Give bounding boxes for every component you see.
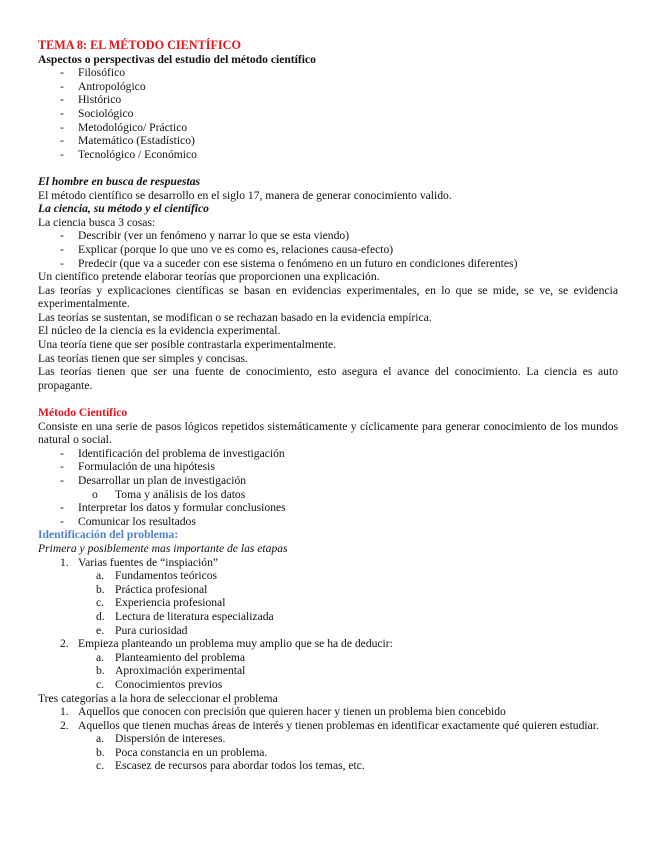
list-marker: - <box>60 460 64 474</box>
paragraph: Las teorías tienen que ser una fuente de conocimiento, esto asegura el avance del conocimiento. La ciencia es auto propagante. <box>38 365 618 392</box>
list-item-text: Empieza planteando un problema muy amplio que se ha de deducir: <box>78 637 393 651</box>
list-marker: b. <box>96 582 105 596</box>
list-marker: c. <box>96 677 105 691</box>
bullet-item <box>38 93 618 107</box>
lettered-item <box>38 624 618 638</box>
paragraph: El núcleo de la ciencia es la evidencia experimental. <box>38 324 281 338</box>
list-item-text: Práctica profesional <box>115 582 208 596</box>
list-marker: o <box>92 487 98 501</box>
list-item-text: Matemático (Estadístico) <box>78 134 195 148</box>
lettered-item <box>38 596 618 610</box>
list-marker: a. <box>96 569 105 583</box>
lettered-item <box>38 583 618 597</box>
list-marker: 1. <box>60 705 69 719</box>
list-item-text: Aquellos que conocen con precisión que quieren hacer y tienen un problema bien concebido <box>78 705 506 719</box>
lettered-item <box>38 759 618 773</box>
list-item-text: Experiencia profesional <box>115 596 226 610</box>
bullet-item <box>38 243 618 257</box>
list-item-text: Planteamiento del problema <box>115 650 246 664</box>
list-item-text: Fundamentos teóricos <box>115 569 218 583</box>
lettered-item <box>38 651 618 665</box>
numbered-item <box>38 637 618 651</box>
subtitle: Primera y posiblemente mas importante de las etapas <box>38 541 288 555</box>
list-marker: - <box>60 229 64 243</box>
bullet-item <box>38 460 618 474</box>
list-item-text: Describir (ver un fenómeno y narrar lo que se esta viendo) <box>78 229 350 243</box>
list-item-text: Pura curiosidad <box>115 623 188 637</box>
document-page <box>38 39 618 773</box>
list-marker: 1. <box>60 555 69 569</box>
list-marker: - <box>60 120 64 134</box>
list-item-text: Comunicar los resultados <box>78 514 196 528</box>
bullet-item <box>38 121 618 135</box>
list-item-text: Filosófico <box>78 66 126 80</box>
list-item-text: Aquellos que tienen muchas áreas de interés y tienen problemas en identificar exactamente qué quieren estudiar. <box>78 718 599 732</box>
list-item-text: Antropológico <box>78 79 146 93</box>
list-item-text: Metodológico/ Práctico <box>78 120 188 134</box>
paragraph: Tres categorías a la hora de seleccionar el problema <box>38 691 278 705</box>
bullet-item <box>38 148 618 162</box>
bullet-item <box>38 80 618 94</box>
list-item-text: Aproximación experimental <box>115 664 246 678</box>
lettered-item <box>38 678 618 692</box>
bullet-item <box>38 501 618 515</box>
list-marker: - <box>60 134 64 148</box>
list-marker: a. <box>96 732 105 746</box>
lettered-item <box>38 746 618 760</box>
list-item-text: Tecnológico / Económico <box>78 147 197 161</box>
list-item-text: Desarrollar un plan de investigación <box>78 474 247 487</box>
list-item-text: Histórico <box>78 93 122 107</box>
list-marker: d. <box>96 609 105 623</box>
bullet-item <box>38 515 618 529</box>
bullet-item <box>38 134 618 148</box>
bullet-item <box>38 257 618 271</box>
list-marker: - <box>60 514 64 528</box>
list-marker: b. <box>96 745 105 759</box>
list-marker: c. <box>96 596 105 610</box>
bullet-item <box>38 229 618 243</box>
subsection-heading: El hombre en busca de respuestas <box>38 174 201 188</box>
list-marker: - <box>60 79 64 93</box>
lettered-item <box>38 569 618 583</box>
paragraph: Las teorías tienen que ser simples y concisas. <box>38 351 248 365</box>
numbered-item <box>38 705 618 719</box>
subsection-heading: La ciencia, su método y el científico <box>38 202 209 216</box>
list-item-text: Varias fuentes de “inspiación” <box>78 555 219 569</box>
numbered-item <box>38 719 618 733</box>
blank-line <box>38 392 618 406</box>
list-marker: - <box>60 242 64 256</box>
list-item-text: Predecir (que va a suceder con ese sistema o fenómeno en un futuro en condiciones diferentes) <box>78 256 518 270</box>
paragraph: La ciencia busca 3 cosas: <box>38 215 156 229</box>
list-item-text: Escasez de recursos para abordar todos los temas, etc. <box>115 759 365 773</box>
list-item-text: Identificación del problema de investigación <box>78 446 285 460</box>
bullet-item <box>38 447 618 461</box>
sub-bullet-item <box>38 488 618 502</box>
list-item-text: Explicar (porque lo que uno ve es como es, relaciones causa-efecto) <box>78 242 394 256</box>
lettered-item <box>38 664 618 678</box>
list-marker: - <box>60 501 64 515</box>
list-item-text: Formulación de una hipótesis <box>78 460 215 474</box>
paragraph: Consiste en una serie de pasos lógicos repetidos sistemáticamente y cíclicamente para generar conocimiento de los mundos natural o social. <box>38 419 618 447</box>
list-marker: b. <box>96 664 105 678</box>
subsection-heading: Identificación del problema: <box>38 528 179 542</box>
list-marker: - <box>60 66 64 80</box>
document-title: TEMA 8: EL MÉTODO CIENTÍFICO <box>38 38 241 52</box>
paragraph: El método científico se desarrollo en el siglo 17, manera de generar conocimiento valido. <box>38 188 452 202</box>
paragraph: Un científico pretende elaborar teorías que proporcionen una explicación. <box>38 270 380 284</box>
list-item-text: Dispersión de intereses. <box>115 732 226 746</box>
bullet-item <box>38 474 618 488</box>
blank-line <box>38 161 618 175</box>
paragraph: Las teorías y explicaciones científicas se basan en evidencias experimentales, en lo que se mide, se ve, se evidencia experimentalmente. <box>38 283 618 311</box>
list-marker: - <box>60 474 64 487</box>
section-heading: Aspectos o perspectivas del estudio del método científico <box>38 52 316 66</box>
list-item-text: Interpretar los datos y formular conclusiones <box>78 501 286 515</box>
list-marker: - <box>60 93 64 107</box>
list-item-text: Poca constancia en un problema. <box>115 745 268 759</box>
numbered-item <box>38 556 618 570</box>
list-marker: a. <box>96 650 105 664</box>
bullet-item <box>38 107 618 121</box>
section-heading: Método Científico <box>38 406 128 420</box>
paragraph: Una teoría tiene que ser posible contrastarla experimentalmente. <box>38 338 337 352</box>
list-marker: c. <box>96 759 105 773</box>
list-marker: - <box>60 256 64 270</box>
list-item-text: Conocimientos previos <box>115 677 223 691</box>
list-marker: 2. <box>60 718 69 732</box>
list-marker: - <box>60 446 64 460</box>
list-marker: e. <box>96 623 105 637</box>
lettered-item <box>38 732 618 746</box>
list-marker: - <box>60 106 64 120</box>
list-item-text: Toma y análisis de los datos <box>115 487 246 501</box>
list-marker: - <box>60 147 64 161</box>
paragraph: Las teorías se sustentan, se modifican o se rechazan basado en la evidencia empírica. <box>38 310 432 324</box>
bullet-item <box>38 66 618 80</box>
lettered-item <box>38 610 618 624</box>
list-marker: 2. <box>60 637 69 651</box>
list-item-text: Sociológico <box>78 106 134 120</box>
list-item-text: Lectura de literatura especializada <box>115 609 274 623</box>
